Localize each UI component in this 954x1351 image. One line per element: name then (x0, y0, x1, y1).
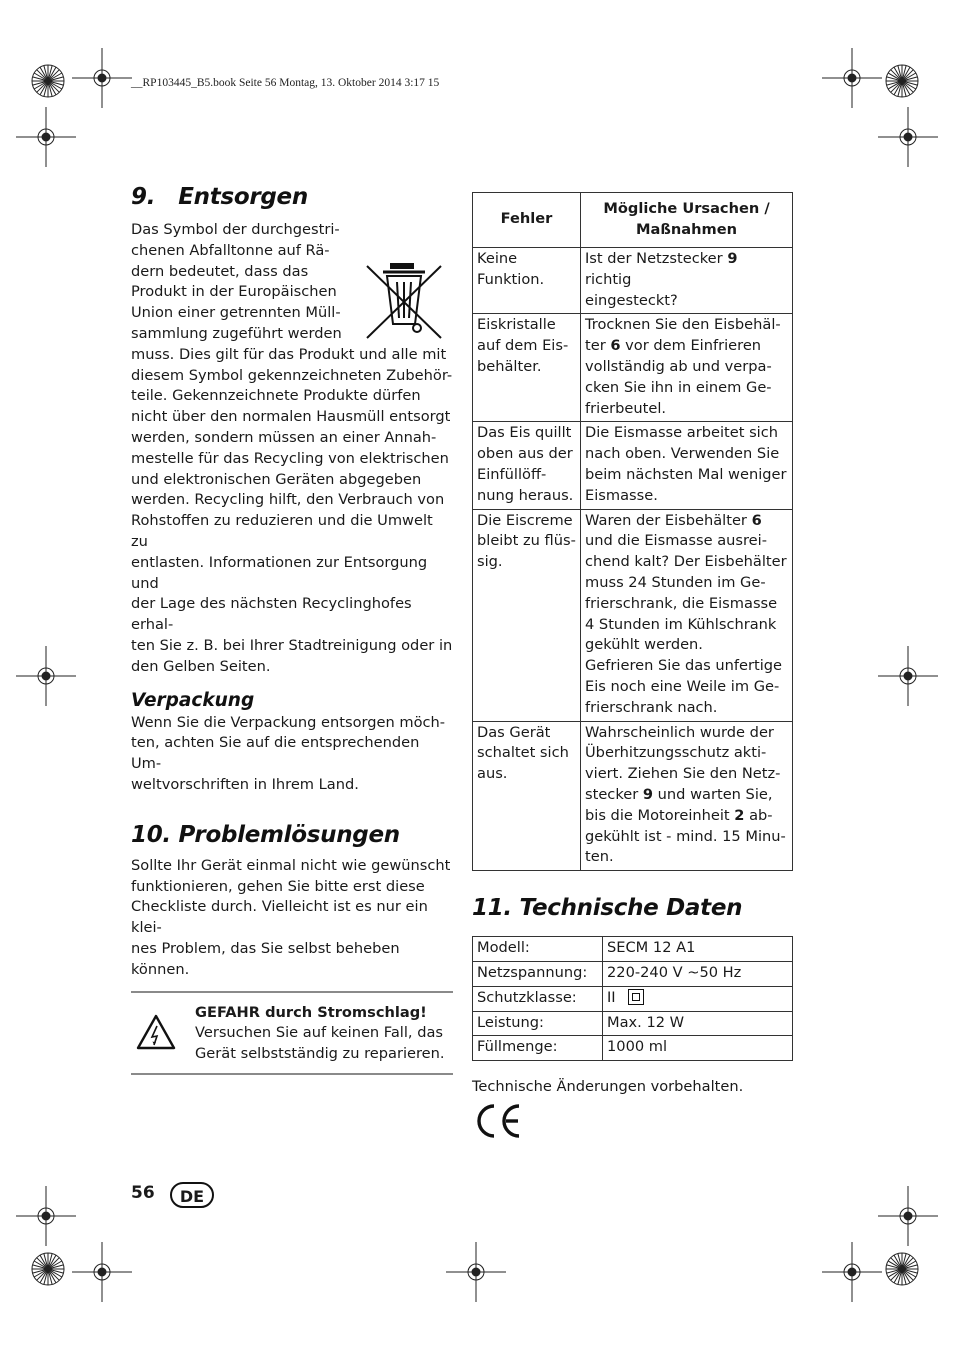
spec-row (473, 1011, 793, 1036)
table-header-row (473, 193, 793, 248)
disposal-intro-narrow: Das Symbol der durchgestri- chenen Abfalltonne auf Rä- dern bedeutet, dass das Produkt in der Europäischen Union einer getrennten Müll- sammlung zugeführt werden (131, 221, 342, 342)
spec-label: Netzspannung: (473, 961, 603, 986)
fehler-cell: Eiskristalle auf dem Eis- behälter. (473, 314, 581, 422)
spec-row (473, 937, 793, 962)
ce-mark-icon (472, 1102, 524, 1140)
spec-row (473, 961, 793, 986)
spec-row (473, 986, 793, 1011)
spec-label: Füllmenge: (473, 1036, 603, 1061)
warning-text: Versuchen Sie auf keinen Fall, das Gerät selbstständig zu reparieren. (195, 1024, 445, 1063)
massnahme-cell: Die Eismasse arbeitet sich nach oben. Verwenden Sie beim nächsten Mal weniger Eismasse. (581, 422, 793, 509)
technical-note: Technische Änderungen vorbehalten. (472, 1078, 744, 1096)
spec-value: Max. 12 W (603, 1011, 793, 1036)
spec-label: Schutzklasse: (473, 986, 603, 1011)
disposal-block (131, 220, 453, 678)
spec-value: 220-240 V ~50 Hz (603, 961, 793, 986)
table-row (473, 314, 793, 422)
crossed-bin-icon (361, 258, 447, 344)
header-fehler: Fehler (473, 193, 581, 248)
table-row (473, 248, 793, 314)
print-header: __RP103445_B5.book Seite 56 Montag, 13. Oktober 2014 3:17 15 (131, 77, 440, 89)
warning-title: GEFAHR durch Stromschlag! (195, 1003, 427, 1021)
troubleshooting-table (472, 192, 793, 871)
section-9-heading: 9. Entsorgen (131, 184, 308, 210)
left-column (131, 184, 453, 1075)
electric-warning-icon (135, 1013, 177, 1051)
massnahme-cell: Waren der Eisbehälter 6 und die Eismasse ausrei- chend kalt? Der Eisbehälter muss 24 Stunden im Ge- frierschrank, die Eismasse 4 Stunden im Kühlschrank gekühlt werden. Gefrieren Sie das unfertige Eis noch eine Weile im Ge- frierschrank nach. (581, 509, 793, 721)
section-11-heading: 11. Technische Daten (472, 895, 743, 922)
protection-class-icon (628, 989, 644, 1005)
fehler-cell: Das Gerät schaltet sich aus. (473, 721, 581, 871)
specs-table (472, 936, 793, 1061)
spec-value: SECM 12 A1 (603, 937, 793, 962)
spec-label: Leistung: (473, 1011, 603, 1036)
right-column (472, 192, 793, 1144)
spec-value: II (603, 986, 793, 1011)
table-row (473, 509, 793, 721)
fehler-cell: Die Eiscreme bleibt zu flüs- sig. (473, 509, 581, 721)
troubleshoot-intro: Sollte Ihr Gerät einmal nicht wie gewünscht funktionieren, gehen Sie bitte erst diese Checkliste durch. Vielleicht ist es nur ein klei- nes Problem, das Sie selbst beheben können. (131, 856, 451, 978)
language-badge: DE (170, 1182, 214, 1208)
packaging-text: Wenn Sie die Verpackung entsorgen möch- ten, achten Sie auf die entsprechenden Um- weltvorschriften in Ihrem Land. (131, 713, 446, 793)
fehler-cell: Das Eis quillt oben aus der Einfüllöff- nung heraus. (473, 422, 581, 509)
massnahme-cell: Trocknen Sie den Eisbehäl- ter 6 vor dem Einfrieren vollständig ab und verpa- cken Sie ihn in einem Ge- frierbeutel. (581, 314, 793, 422)
spec-label: Modell: (473, 937, 603, 962)
spec-value: 1000 ml (603, 1036, 793, 1061)
header-massnahmen: Mögliche Ursachen / Maßnahmen (581, 193, 793, 248)
table-row (473, 422, 793, 509)
massnahme-cell: Ist der Netzstecker 9 richtig eingesteckt? (581, 248, 793, 314)
section-10-heading: 10. Problemlösungen (131, 821, 400, 848)
massnahme-cell: Wahrscheinlich wurde der Überhitzungsschutz akti- viert. Ziehen Sie den Netz- stecker 9 und warten Sie, bis die Motoreinheit 2 ab- gekühlt ist - mind. 15 Minu- ten. (581, 721, 793, 871)
warning-box (131, 991, 453, 1075)
fehler-cell: Keine Funktion. (473, 248, 581, 314)
spec-row (473, 1036, 793, 1061)
page-number: 56 (131, 1183, 155, 1203)
packaging-heading: Verpackung (131, 689, 255, 711)
table-row (473, 721, 793, 871)
disposal-intro-full: muss. Dies gilt für das Produkt und alle mit diesem Symbol gekennzeichneten Zubehör- teile. Gekennzeichnete Produkte dürfen nicht über den normalen Hausmüll entsorgt werden, sondern müssen an einer Annah- mestelle für das Recycling von elektrischen und elektronischen Geräten abgegeben werden. Recycling hilft, den Verbrauch von Rohstoffen zu reduzieren und die Umwelt zu entlasten. Informationen zur Entsorgung und der Lage des nächsten Recyclinghofes erhal- ten Sie z. B. bei Ihrer Stadtreinigung oder in den Gelben Seiten. (131, 345, 453, 675)
